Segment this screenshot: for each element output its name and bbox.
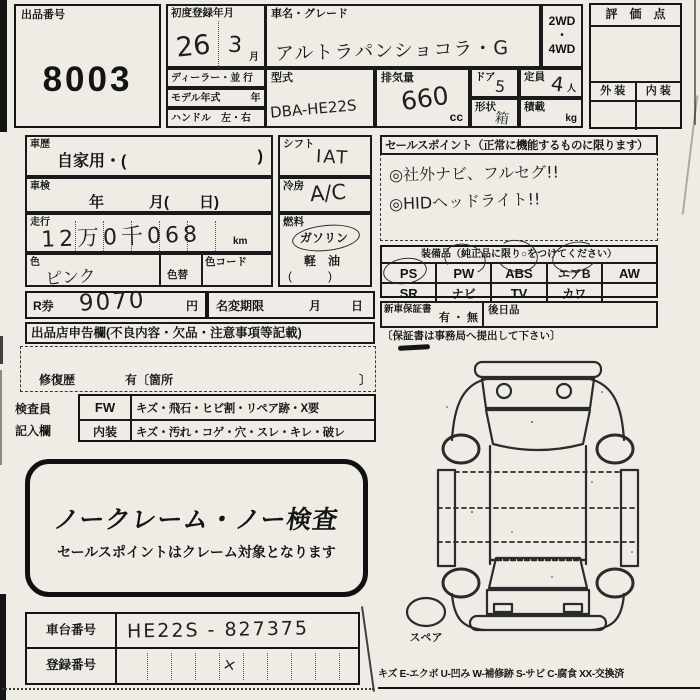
- declaration-header: [25, 322, 375, 344]
- front-bumper: [475, 362, 601, 377]
- salespoint-header: [380, 135, 658, 155]
- chassis-number-row: [25, 612, 360, 649]
- fuel-gasoline: ガソリン: [300, 231, 349, 245]
- shaken-label: 車検: [30, 181, 50, 192]
- digit-divider: [291, 653, 292, 680]
- shape-label: 形状: [475, 101, 496, 113]
- warranty-box: [380, 301, 658, 328]
- repair-history-close: 〕: [358, 373, 371, 388]
- noclaim-subtitle: セールスポイントはクレーム対象となります: [57, 544, 336, 560]
- handle-label: ハンドル 左・右: [171, 113, 251, 124]
- history-box: [25, 135, 273, 177]
- scan-speckles: [446, 391, 633, 578]
- rename-day: 日: [350, 299, 363, 313]
- declaration-area: [20, 346, 376, 392]
- first-registration-box: [166, 4, 266, 68]
- payload-label: 積載: [524, 101, 545, 113]
- payload-box: [519, 98, 583, 128]
- digit-divider: [219, 653, 220, 680]
- drive-2wd: 2WD: [548, 14, 576, 29]
- equipment-cell-aw: AW: [618, 265, 640, 281]
- wheel-rear-right: [597, 569, 633, 597]
- first-registration-label: 初度登録年月: [171, 7, 234, 19]
- hood: [482, 379, 594, 408]
- doors-label: ドア: [475, 71, 496, 83]
- car-name-box: [265, 4, 541, 68]
- inspector-label-line1: 検査員: [15, 402, 52, 416]
- aircon-label: 冷房: [283, 180, 304, 192]
- shaken-box: [25, 177, 273, 213]
- registration-number-label: 登録番号: [45, 658, 96, 673]
- registration-number-label-cell: [27, 649, 117, 683]
- tail-light-right: [564, 604, 582, 612]
- digit-divider: [315, 653, 316, 680]
- first-registration-year: 26: [174, 29, 212, 64]
- rating-score-cell: [591, 27, 680, 83]
- scan-edge-artifact: [0, 0, 7, 132]
- equipment-cell-sr: SR: [382, 284, 437, 302]
- recolor-cell: [159, 255, 203, 285]
- shift-box: [278, 135, 372, 177]
- warranty-left-cell: [382, 303, 484, 326]
- displacement-box: [375, 68, 470, 128]
- equipment-title: 装備品（純正品に限り○をつけてください）: [420, 249, 618, 260]
- rear-fender-right: [592, 594, 624, 630]
- repair-history-label: 修復歴: [39, 373, 76, 388]
- rear-bumper: [470, 616, 606, 630]
- rear-fender-left: [452, 594, 484, 630]
- recycle-ticket-label: R券: [33, 299, 54, 313]
- legend-underline: [378, 687, 700, 689]
- rename-deadline-label: 名変期限: [216, 299, 265, 313]
- shape-value: 箱: [493, 110, 510, 128]
- fuel-label: 燃料: [283, 216, 304, 228]
- wheel-rear-left: [443, 569, 479, 597]
- capacity-unit: 人: [566, 83, 576, 94]
- month-suffix: 月: [249, 52, 259, 63]
- tail-light-left: [494, 604, 512, 612]
- fuel-paren: ( ): [288, 268, 332, 283]
- dealer-parallel-label: ディーラー・並 行: [171, 73, 253, 84]
- mileage-unit: km: [233, 236, 248, 247]
- wheel-front-right: [597, 435, 633, 463]
- inspector-row1-head: FW: [80, 396, 132, 419]
- fuel-diesel: 軽 油: [304, 254, 341, 268]
- rating-header: [591, 5, 680, 27]
- rocker-left: [438, 470, 455, 566]
- digit-divider: [171, 653, 172, 680]
- cell-divider: [218, 21, 219, 68]
- capacity-value: 4: [549, 71, 566, 97]
- doors-value: 5: [493, 76, 506, 97]
- headlight-right: [557, 384, 571, 398]
- payload-unit: kg: [565, 113, 577, 124]
- displacement-label: 排気量: [381, 72, 414, 84]
- equipment-cell-tv: TV: [492, 284, 547, 302]
- headlight-left: [497, 384, 511, 398]
- color-code-label: 色コード: [205, 256, 247, 268]
- chassis-number-label-cell: [27, 614, 117, 647]
- listing-number-label: 出品番号: [21, 9, 65, 21]
- salespoint-line1: ◎社外ナビ、フルセグ!!: [388, 162, 560, 185]
- spare-tire-label: スペア: [409, 632, 443, 644]
- equipment-cell-ps: PS: [382, 264, 437, 282]
- front-fender-left: [452, 379, 486, 440]
- capacity-label: 定員: [524, 71, 545, 83]
- rename-deadline-box: [207, 291, 375, 319]
- model-code-label: 型式: [271, 72, 293, 84]
- front-fender-right: [590, 379, 624, 440]
- repair-history-value: 有〔箇所: [125, 373, 174, 388]
- color-box: [25, 253, 273, 290]
- rocker-right: [621, 470, 638, 566]
- inspector-label-line2: 記入欄: [15, 424, 52, 439]
- declaration-title: 出品店申告欄(不良内容・欠品・注意事項等記載): [31, 326, 302, 340]
- car-top-view-diagram: [392, 352, 667, 652]
- recycle-ticket-value: 9070: [78, 287, 147, 317]
- digit-divider: [267, 653, 268, 680]
- interior-grade-cell: [637, 102, 681, 130]
- first-registration-month: 3: [227, 32, 243, 59]
- digit-divider: [243, 653, 244, 680]
- rating-box: [589, 3, 682, 129]
- equipment-cell-navi: ナビ: [437, 284, 492, 302]
- rename-month: 月: [309, 299, 322, 313]
- model-code-value: DBA-HE22S: [269, 96, 358, 122]
- chassis-number-value: HE22S - 827375: [126, 617, 310, 643]
- noclaim-box: [25, 459, 368, 597]
- car-name-value: アルトラパンショコラ・G: [274, 36, 510, 66]
- aircon-value: A/C: [309, 179, 347, 207]
- scan-edge-artifact: [0, 594, 6, 700]
- fuel-box: [278, 213, 372, 287]
- salespoint-body: [380, 153, 658, 241]
- history-label: 車歴: [30, 139, 50, 150]
- wheel-front-left: [443, 435, 479, 463]
- registration-x-mark: ×: [221, 653, 239, 676]
- aircon-box: [278, 177, 372, 213]
- mileage-box: [25, 213, 273, 253]
- bottom-dotted-line: [2, 688, 374, 690]
- salespoint-title: セールスポイント（正常に機能するものに限ります）: [385, 140, 648, 152]
- warranty-options: 有 ・ 無: [438, 311, 478, 324]
- displacement-unit: cc: [449, 109, 463, 124]
- salespoint-line2: ◎HIDヘッドライト!!: [388, 189, 541, 214]
- history-close: ): [257, 148, 263, 165]
- inspector-row2-items: キズ・汚れ・コゲ・穴・スレ・キレ・破レ: [136, 426, 345, 439]
- warranty-note: 〔保証書は事務局へ提出して下さい〕: [382, 330, 561, 342]
- rear-window: [489, 558, 587, 588]
- damage-legend: キズ E-エクボ U-凹み W-補修跡 S-サビ C-腐食 XX-交換済: [378, 669, 625, 680]
- rear-panel: [487, 590, 589, 614]
- recolor-label: 色替: [167, 269, 188, 282]
- recycle-ticket-box: [25, 287, 207, 319]
- color-value: ピンク: [44, 266, 97, 290]
- warranty-label: 新車保証書: [384, 304, 432, 315]
- noclaim-title: ノークレーム・ノー検査: [51, 506, 341, 534]
- dealer-parallel-row: [166, 68, 266, 88]
- model-code-box: [265, 68, 375, 128]
- shaken-value: 年 月( 日): [89, 194, 219, 211]
- equipment-cell-airb: エアB: [548, 264, 603, 282]
- model-year-label: モデル年式 年: [171, 93, 261, 104]
- inspector-label: [15, 398, 77, 442]
- equipment-cell-kawa: カワ: [548, 284, 603, 302]
- digit-divider: [339, 653, 340, 680]
- drive-dot: ・: [555, 28, 568, 43]
- equipment-cell-abs: ABS: [492, 264, 547, 282]
- color-label: 色: [30, 257, 40, 268]
- handle-row: [166, 108, 266, 128]
- capacity-box: [519, 68, 583, 98]
- equipment-cell-pw: PW: [437, 264, 492, 282]
- shape-box: [470, 98, 519, 128]
- mileage-value: 12万0千068: [40, 222, 202, 253]
- model-year-row: [166, 88, 266, 108]
- digit-divider: [147, 653, 148, 680]
- exterior-grade-cell: [591, 102, 637, 130]
- digit-divider: [195, 653, 196, 680]
- scan-edge-artifact: [0, 370, 2, 465]
- listing-number-value: 8003: [42, 60, 133, 99]
- mileage-label: 走行: [30, 217, 50, 228]
- exterior-header: 外 装: [591, 83, 637, 100]
- spare-tire: [407, 598, 445, 626]
- inspector-table: [78, 394, 376, 442]
- inspector-row1-items: キズ・飛石・ヒビ割・リペア跡・X要: [136, 402, 319, 415]
- history-value: 自家用・(: [57, 153, 127, 170]
- displacement-value: 660: [399, 80, 451, 117]
- registration-number-row: [25, 649, 360, 685]
- windshield: [486, 410, 590, 450]
- car-name-label: 車名・グレード: [271, 8, 348, 20]
- interior-header: 内 装: [645, 85, 671, 98]
- listing-number-box: [14, 4, 161, 128]
- equipment-cell-empty: [603, 284, 656, 302]
- scan-stray-line: [682, 95, 699, 214]
- drive-type-box: [541, 4, 583, 68]
- later-item-label: 後日品: [488, 304, 520, 316]
- digit-divider: [215, 221, 216, 251]
- scan-edge-artifact: [0, 336, 3, 364]
- recycle-ticket-unit: 円: [185, 299, 198, 313]
- pen-mark: [398, 344, 430, 351]
- chassis-number-label: 車台番号: [45, 622, 96, 637]
- scan-stray-line: [361, 606, 375, 691]
- rating-label: 評 価 点: [605, 7, 666, 22]
- inspector-row2-head: 内装: [80, 421, 132, 442]
- shift-label: シフト: [283, 138, 315, 150]
- drive-4wd: 4WD: [548, 41, 576, 56]
- shift-value: IAT: [315, 146, 350, 169]
- doors-box: [470, 68, 519, 98]
